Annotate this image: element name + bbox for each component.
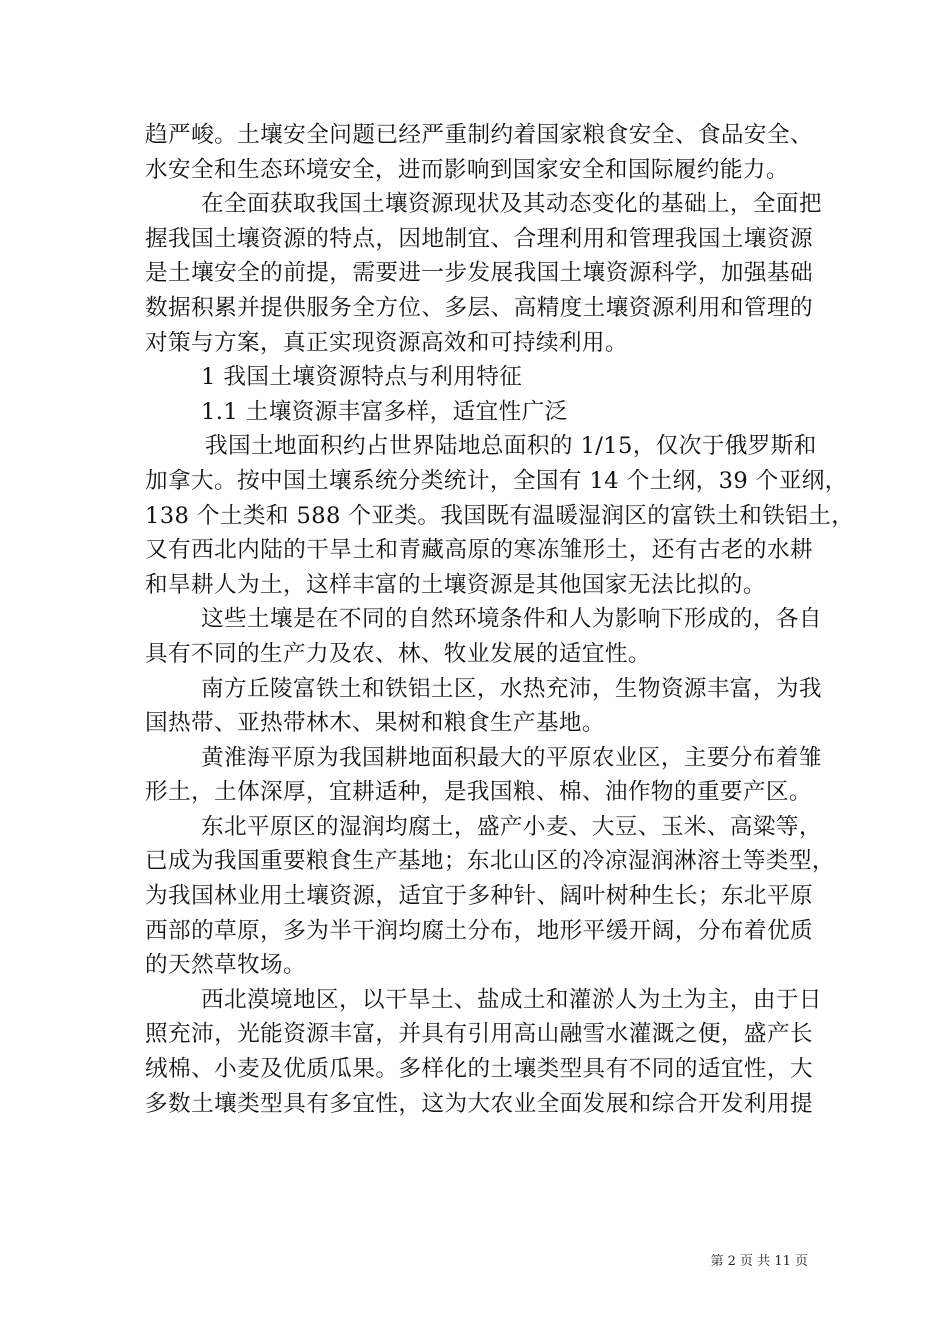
text-line: 具有不同的生产力及农、林、牧业发展的适宜性。 [145, 640, 651, 667]
text-line: 形土，土体深厚，宜耕适种，是我国粮、棉、油作物的重要产区。 [145, 779, 812, 806]
text-line: 对策与方案，真正实现资源高效和可持续利用。 [145, 329, 628, 356]
text-line: 数据积累并提供服务全方位、多层、高精度土壤资源利用和管理的 [145, 294, 813, 321]
paragraph-start: 西北漠境地区，以干旱土、盐成土和灌淤人为土为主，由于日 [201, 986, 822, 1013]
text-line: 趋严峻。土壤安全问题已经严重制约着国家粮食安全、食品安全、 [145, 122, 813, 148]
document-body [145, 118, 855, 1121]
text-line: 为我国林业用土壤资源，适宜于多种针、阔叶树种生长；东北平原 [145, 883, 813, 910]
text-line: 是土壤安全的前提，需要进一步发展我国土壤资源科学，加强基础 [145, 260, 813, 287]
text-line: 加拿大。按中国土壤系统分类统计，全国有 14 个土纲，39 个亚纲， [145, 467, 848, 494]
text-line: 绒棉、小麦及优质瓜果。多样化的土壤类型具有不同的适宜性，大 [145, 1056, 813, 1083]
text-line: 138 个土类和 588 个亚类。我国既有温暖湿润区的富铁土和铁铝土， [145, 502, 855, 529]
paragraph-start: 在全面获取我国土壤资源现状及其动态变化的基础上，全面把 [201, 191, 822, 218]
text-line: 国热带、亚热带林木、果树和粮食生产基地。 [145, 710, 605, 737]
text-line: 西部的草原，多为半干润均腐土分布，地形平缓开阔，分布着优质 [145, 917, 813, 944]
page-number: 第 2 页 共 11 页 [710, 1254, 808, 1269]
text-line: 照充沛，光能资源丰富，并具有引用高山融雪水灌溉之便，盛产长 [145, 1021, 813, 1048]
paragraph-start: 这些土壤是在不同的自然环境条件和人为影响下形成的，各自 [201, 606, 822, 633]
text-line: 又有西北内陆的干旱土和青藏高原的寒冻雏形土，还有古老的水耕 [145, 537, 813, 564]
paragraph-start: 黄淮海平原为我国耕地面积最大的平原农业区，主要分布着雏 [201, 744, 822, 771]
text-line: 多数土壤类型具有多宜性，这为大农业全面发展和综合开发利用提 [145, 1090, 813, 1117]
section-heading: 1 我国土壤资源特点与利用特征 [201, 364, 523, 391]
paragraph-start: 东北平原区的湿润均腐土，盛产小麦、大豆、玉米、高粱等， [201, 813, 822, 840]
text-line: 水安全和生态环境安全，进而影响到国家安全和国际履约能力。 [145, 156, 789, 183]
subsection-heading: 1.1 土壤资源丰富多样，适宜性广泛 [201, 398, 568, 425]
text-line: 的天然草牧场。 [145, 952, 306, 979]
paragraph-start: 南方丘陵富铁土和铁铝土区，水热充沛，生物资源丰富，为我 [201, 675, 822, 702]
text-line: 和旱耕人为土，这样丰富的土壤资源是其他国家无法比拟的。 [145, 571, 766, 598]
text-line: 握我国土壤资源的特点，因地制宜、合理利用和管理我国土壤资源 [145, 225, 813, 252]
paragraph-start: 我国土地面积约占世界陆地总面积的 1/15，仅次于俄罗斯和 [205, 433, 817, 460]
text-line: 已成为我国重要粮食生产基地；东北山区的冷凉湿润淋溶土等类型， [145, 848, 835, 875]
